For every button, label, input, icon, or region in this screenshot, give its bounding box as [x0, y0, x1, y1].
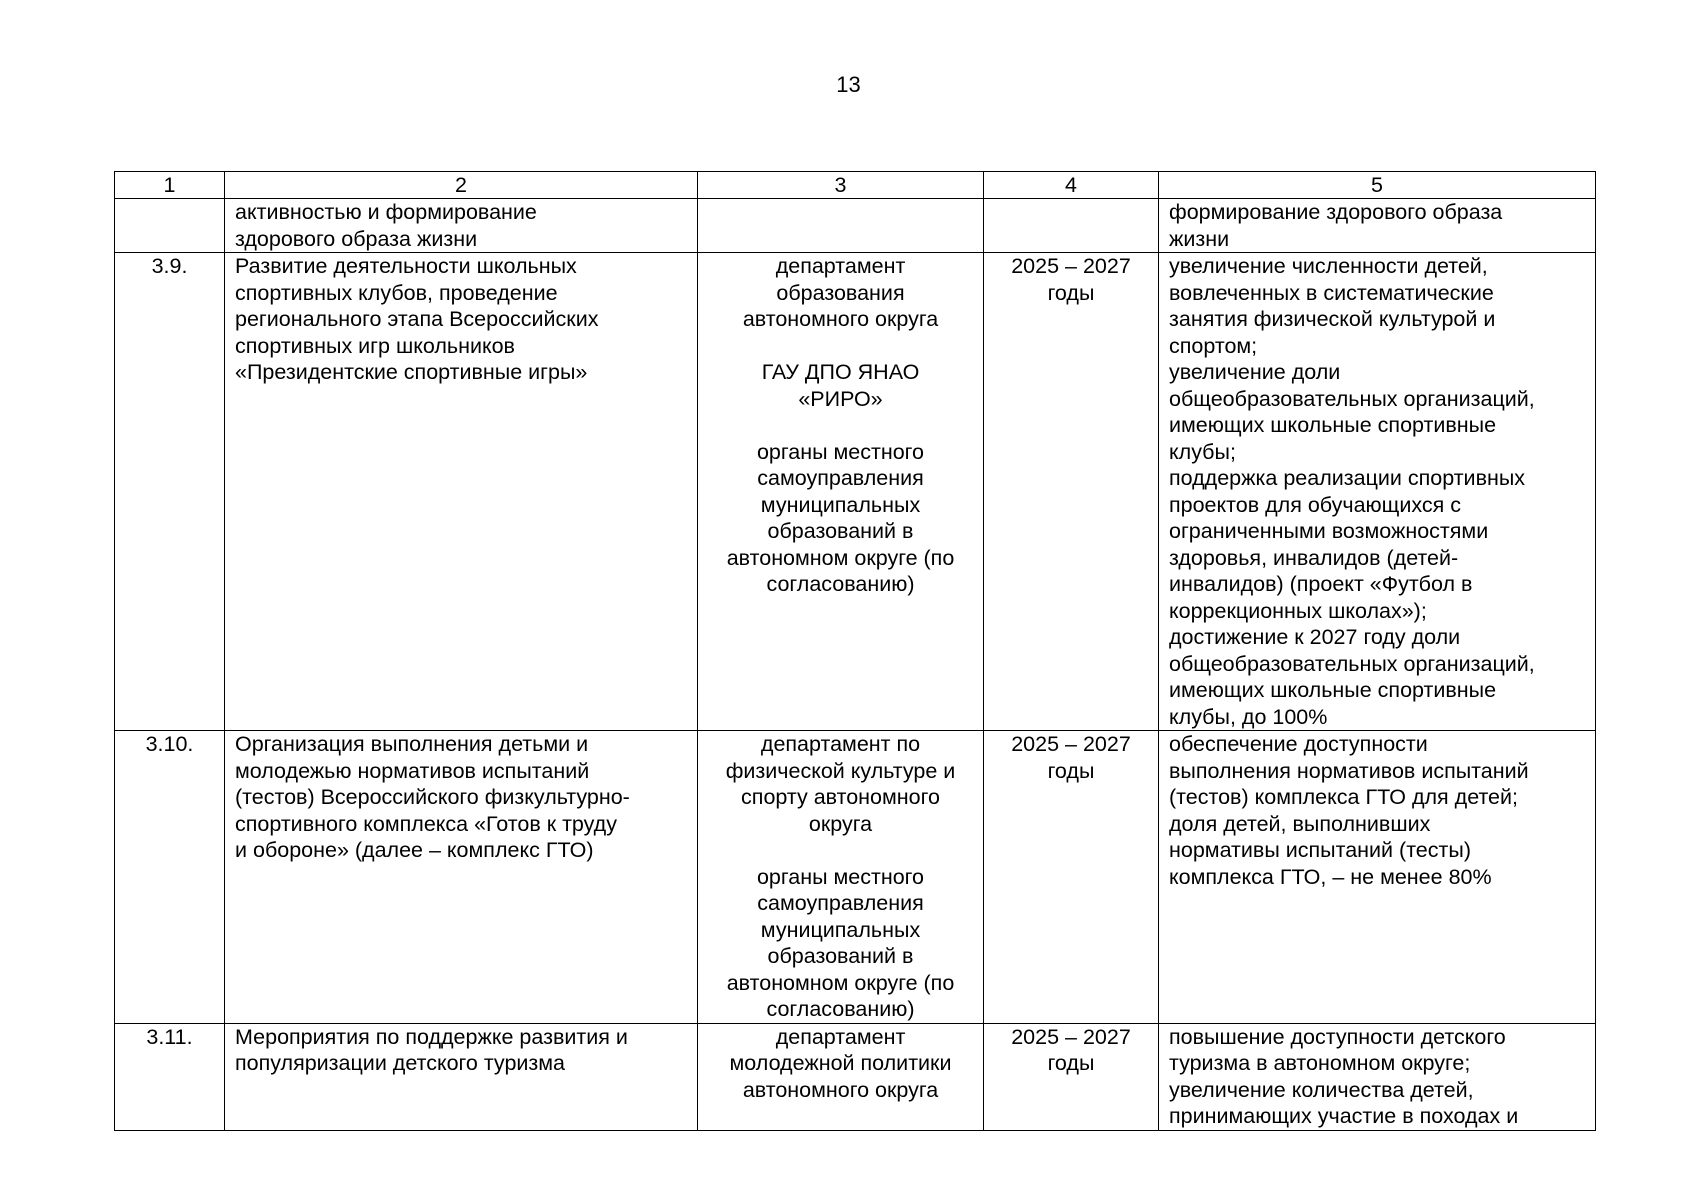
cell-text-line: обеспечение доступности: [1169, 732, 1428, 756]
cell-text-line: поддержка реализации спортивных: [1169, 466, 1526, 490]
cell-text-line: Развитие деятельности школьных: [235, 254, 577, 278]
cell-text-line: муниципальных: [760, 917, 921, 942]
cell-text-line: (тестов) комплекса ГТО для детей;: [1169, 785, 1518, 809]
row-number-cell: [115, 253, 225, 731]
header-col-4: 4: [984, 172, 1159, 199]
table-row: [115, 253, 1596, 731]
cell-text-line: годы: [1047, 1051, 1095, 1075]
cell-text-line: согласованию): [766, 997, 915, 1021]
cell-text-line: нормативы испытаний (тесты): [1169, 838, 1471, 862]
cell-text-line: спортивных игр школьников: [235, 333, 515, 358]
cell-text-line: спортом;: [1169, 333, 1258, 358]
cell-text-line: самоуправления: [757, 891, 924, 915]
cell-text-line: годы: [1047, 758, 1095, 783]
cell-text-line: спортивных клубов, проведение: [235, 280, 558, 305]
header-col-1: 1: [115, 172, 225, 199]
blank-line: [708, 837, 973, 864]
cell-text-line: 2025 – 2027: [1011, 1024, 1131, 1049]
cell-text-line: выполнения нормативов испытаний: [1169, 758, 1529, 783]
header-col-2: 2: [225, 172, 698, 199]
header-col-3: 3: [698, 172, 984, 199]
cell-text-line: повышение доступности детского: [1169, 1024, 1506, 1049]
responsible-cell: [698, 199, 984, 253]
cell-text-line: согласованию): [766, 572, 915, 596]
table-row: [115, 199, 1596, 253]
cell-text-line: спорту автономного: [741, 785, 940, 809]
cell-text-line: принимающих участие в походах и: [1169, 1104, 1519, 1128]
cell-text-line: органы местного: [756, 439, 925, 464]
result-cell: [1159, 1023, 1596, 1130]
cell-text-line: (тестов) Всероссийского физкультурно-: [235, 785, 630, 809]
cell-text-line: клубы, до 100%: [1169, 704, 1328, 729]
period-cell: [984, 1023, 1159, 1130]
activity-cell: [225, 253, 698, 731]
cell-text-line: автономного округа: [742, 307, 939, 331]
cell-text-line: жизни: [1169, 226, 1230, 251]
table-row: [115, 1023, 1596, 1130]
cell-text-line: ГАУ ДПО ЯНАО: [761, 360, 920, 384]
cell-text-line: годы: [1047, 280, 1095, 305]
cell-text-line: занятия физической культурой и: [1169, 307, 1496, 331]
activity-cell: [225, 199, 698, 253]
row-number-cell: [115, 1023, 225, 1130]
cell-text-line: департамент по: [760, 732, 921, 756]
cell-text-line: клубы;: [1169, 439, 1236, 464]
responsible-cell: [698, 253, 984, 731]
cell-text-line: и обороне» (далее – комплекс ГТО): [235, 838, 594, 862]
cell-text-line: туризма в автономном округе;: [1169, 1051, 1471, 1075]
period-cell: [984, 253, 1159, 731]
row-number-cell: [115, 199, 225, 253]
cell-text-line: молодежной политики: [729, 1051, 952, 1075]
activity-cell: [225, 731, 698, 1024]
cell-text-line: вовлеченных в систематические: [1169, 280, 1494, 305]
cell-text-line: автономном округе (по: [726, 545, 955, 570]
cell-text-line: ограниченными возможностями: [1169, 519, 1489, 543]
cell-text-line: 2025 – 2027: [1011, 254, 1131, 278]
cell-text-line: «Президентские спортивные игры»: [235, 360, 588, 384]
cell-text-line: коррекционных школах»);: [1169, 598, 1427, 623]
row-number-cell: [115, 731, 225, 1024]
cell-text-line: доля детей, выполнивших: [1169, 811, 1431, 836]
cell-text-line: органы местного: [756, 864, 925, 889]
cell-text-line: образований в: [767, 519, 914, 543]
cell-text-line: имеющих школьные спортивные: [1169, 413, 1497, 437]
cell-text-line: Мероприятия по поддержке развития и: [235, 1024, 628, 1049]
responsible-cell: [698, 1023, 984, 1130]
cell-text-line: 2025 – 2027: [1011, 732, 1131, 756]
cell-text-line: физической культуре и: [725, 758, 956, 783]
cell-text-line: муниципальных: [760, 492, 921, 517]
cell-text-line: здоровья, инвалидов (детей-: [1169, 545, 1459, 570]
measures-table: [114, 171, 1596, 1131]
header-col-5: 5: [1159, 172, 1596, 199]
cell-text-line: департамент: [775, 1024, 906, 1049]
cell-text-line: 3.11.: [146, 1024, 193, 1049]
blank-line: [708, 412, 973, 439]
cell-text-line: образования: [776, 280, 905, 305]
cell-text-line: увеличение доли: [1169, 360, 1341, 384]
result-cell: [1159, 253, 1596, 731]
cell-text-line: популяризации детского туризма: [235, 1051, 566, 1075]
cell-text-line: формирование здорового образа: [1169, 200, 1503, 224]
cell-text-line: 3.9.: [151, 254, 188, 278]
responsible-cell: [698, 731, 984, 1024]
cell-text-line: проектов для обучающихся с: [1169, 492, 1461, 517]
header-row: [115, 172, 1596, 199]
cell-text-line: активностью и формирование: [235, 200, 537, 224]
cell-text-line: 3.10.: [145, 732, 194, 756]
cell-text-line: Организация выполнения детьми и: [235, 732, 589, 756]
cell-text-line: «РИРО»: [798, 386, 883, 411]
cell-text-line: округа: [808, 811, 873, 836]
cell-text-line: увеличение количества детей,: [1169, 1077, 1474, 1102]
cell-text-line: имеющих школьные спортивные: [1169, 678, 1497, 702]
result-cell: [1159, 731, 1596, 1024]
cell-text-line: увеличение численности детей,: [1169, 254, 1488, 278]
cell-text-line: достижение к 2027 году доли: [1169, 625, 1461, 649]
blank-line: [708, 333, 973, 360]
cell-text-line: спортивного комплекса «Готов к труду: [235, 811, 617, 836]
cell-text-line: здорового образа жизни: [235, 226, 478, 251]
cell-text-line: самоуправления: [757, 466, 924, 490]
cell-text-line: [125, 199, 214, 226]
result-cell: [1159, 199, 1596, 253]
cell-text-line: автономном округе (по: [726, 970, 955, 995]
table-row: [115, 731, 1596, 1024]
cell-text-line: общеобразовательных организаций,: [1169, 651, 1535, 676]
page-number: 13: [836, 72, 861, 97]
cell-text-line: инвалидов) (проект «Футбол в: [1169, 572, 1473, 596]
cell-text-line: комплекса ГТО, – не менее 80%: [1169, 864, 1492, 889]
activity-cell: [225, 1023, 698, 1130]
cell-text-line: общеобразовательных организаций,: [1169, 386, 1535, 411]
period-cell: [984, 199, 1159, 253]
cell-text-line: регионального этапа Всероссийских: [235, 307, 599, 331]
period-cell: [984, 731, 1159, 1024]
cell-text-line: молодежью нормативов испытаний: [235, 758, 590, 783]
cell-text-line: департамент: [775, 254, 906, 278]
cell-text-line: образований в: [767, 944, 914, 968]
cell-text-line: автономного округа: [742, 1077, 939, 1102]
